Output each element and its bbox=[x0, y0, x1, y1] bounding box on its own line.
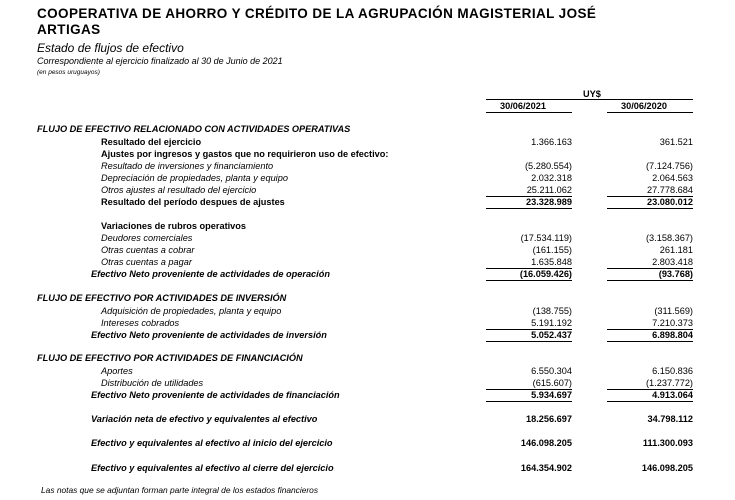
table-row bbox=[0, 317, 735, 329]
value-2021: 1.366.163 bbox=[531, 137, 572, 147]
value-2021: (16.059.426) bbox=[519, 269, 572, 279]
subtotal-row bbox=[0, 196, 735, 208]
column-header-2021: 30/06/2021 bbox=[500, 101, 546, 111]
value-2020: 361.521 bbox=[659, 137, 693, 147]
value-2021: (161.155) bbox=[532, 245, 572, 255]
value-2020: 4.913.064 bbox=[652, 390, 693, 400]
row-label: Distribución de utilidades bbox=[101, 378, 204, 388]
subtotal-underline-2021 bbox=[486, 208, 572, 209]
currency-note: (en pesos uruguayos) bbox=[37, 69, 100, 76]
summary-variation-row bbox=[0, 413, 735, 425]
row-label: Resultado del ejercicio bbox=[101, 137, 202, 147]
value-2021: (17.534.119) bbox=[520, 233, 572, 243]
table-row bbox=[0, 160, 735, 172]
row-label: Depreciación de propiedades, planta y equipo bbox=[101, 173, 288, 183]
net-underline-2020 bbox=[607, 401, 693, 402]
subsection-variations bbox=[0, 220, 735, 232]
report-period: Correspondiente al ejercicio finalizado al 30 de Junio de 2021 bbox=[37, 56, 283, 66]
row-label: Adquisición de propiedades, planta y equipo bbox=[101, 306, 282, 316]
section-title: FLUJO DE EFECTIVO POR ACTIVIDADES DE INVERSIÓN bbox=[37, 293, 287, 303]
value-2021: 23.328.989 bbox=[526, 197, 572, 207]
value-2021: 25.211.062 bbox=[526, 185, 572, 195]
table-row bbox=[0, 377, 735, 389]
section-financing bbox=[0, 352, 735, 364]
column-header-2020: 30/06/2020 bbox=[621, 101, 667, 111]
row-label: Otras cuentas a pagar bbox=[101, 257, 192, 267]
currency-rule bbox=[486, 99, 693, 100]
value-2021: 5.191.192 bbox=[531, 318, 572, 328]
net-underline-2020 bbox=[607, 341, 693, 342]
value-2020: 6.150.836 bbox=[652, 366, 693, 376]
net-total-row bbox=[0, 329, 735, 341]
row-label: Resultado del período despues de ajustes bbox=[101, 197, 285, 207]
table-row bbox=[0, 232, 735, 244]
table-row bbox=[0, 184, 735, 196]
value-2021: 164.354.902 bbox=[520, 463, 572, 473]
section-title: FLUJO DE EFECTIVO POR ACTIVIDADES DE FINANCIACIÓN bbox=[37, 353, 303, 363]
column-rule-2021 bbox=[486, 112, 572, 113]
value-2021: (615.607) bbox=[532, 378, 572, 388]
value-2021: (138.755) bbox=[532, 306, 572, 316]
report-subtitle: Estado de flujos de efectivo bbox=[37, 41, 184, 55]
value-2020: 146.098.205 bbox=[641, 463, 693, 473]
subsection-title: Ajustes por ingresos y gastos que no requirieron uso de efectivo: bbox=[101, 149, 389, 159]
value-2021: 5.052.437 bbox=[531, 330, 572, 340]
subsection-adjustments bbox=[0, 148, 735, 160]
section-operating bbox=[0, 123, 735, 135]
row-label: Resultado de inversiones y financiamiento bbox=[101, 161, 274, 171]
value-2020: 27.778.684 bbox=[647, 185, 693, 195]
row-label: Variación neta de efectivo y equivalentes al efectivo bbox=[91, 414, 318, 424]
value-2021: 6.550.304 bbox=[531, 366, 572, 376]
section-title: FLUJO DE EFECTIVO RELACIONADO CON ACTIVIDADES OPERATIVAS bbox=[37, 124, 351, 134]
value-2020: 23.080.012 bbox=[647, 197, 693, 207]
summary-opening-row bbox=[0, 437, 735, 449]
summary-closing-row bbox=[0, 462, 735, 474]
table-row bbox=[0, 172, 735, 184]
value-2020: 6.898.804 bbox=[652, 330, 693, 340]
section-investing bbox=[0, 292, 735, 304]
value-2020: (311.569) bbox=[654, 306, 693, 316]
value-2020: 261.181 bbox=[659, 245, 693, 255]
value-2020: (93.768) bbox=[658, 269, 693, 279]
value-2020: (1.237.772) bbox=[646, 378, 693, 388]
value-2020: 34.798.112 bbox=[647, 414, 693, 424]
footer-note: Las notas que se adjuntan forman parte integral de los estados financieros bbox=[41, 485, 319, 495]
value-2020: 2.064.563 bbox=[652, 173, 693, 183]
row-label: Efectivo Neto proveniente de actividades de operación bbox=[91, 269, 330, 279]
value-2021: 18.256.697 bbox=[526, 414, 572, 424]
value-2020: 111.300.093 bbox=[642, 438, 693, 448]
net-underline-2021 bbox=[486, 280, 572, 281]
value-2020: 7.210.373 bbox=[652, 318, 693, 328]
row-label: Efectivo Neto proveniente de actividades de inversión bbox=[91, 330, 327, 340]
value-2020: (7.124.756) bbox=[646, 161, 693, 171]
row-label: Efectivo Neto proveniente de actividades de financiación bbox=[91, 390, 340, 400]
subsection-title: Variaciones de rubros operativos bbox=[101, 221, 247, 231]
table-row bbox=[0, 256, 735, 268]
currency-header: UY$ bbox=[583, 89, 601, 99]
value-2020: 2.803.418 bbox=[652, 257, 693, 267]
row-label: Deudores comerciales bbox=[101, 233, 193, 243]
value-2021: 2.032.318 bbox=[531, 173, 572, 183]
table-row bbox=[0, 365, 735, 377]
row-label: Intereses cobrados bbox=[101, 318, 180, 328]
report-title-line2: ARTIGAS bbox=[37, 22, 101, 37]
net-total-row bbox=[0, 268, 735, 280]
column-rule-2020 bbox=[607, 112, 693, 113]
net-underline-2021 bbox=[486, 401, 572, 402]
value-2021: (5.280.554) bbox=[525, 161, 572, 171]
row-label: Otras cuentas a cobrar bbox=[101, 245, 195, 255]
net-total-row bbox=[0, 389, 735, 401]
row-label: Efectivo y equivalentes al efectivo al inicio del ejercicio bbox=[91, 438, 333, 448]
value-2021: 1.635.848 bbox=[531, 257, 572, 267]
table-row bbox=[0, 244, 735, 256]
row-label: Aportes bbox=[101, 366, 133, 376]
value-2020: (3.158.367) bbox=[646, 233, 693, 243]
subtotal-underline-2020 bbox=[607, 208, 693, 209]
row-label: Otros ajustes al resultado del ejercicio bbox=[101, 185, 257, 195]
table-row bbox=[0, 305, 735, 317]
report-title-line1: COOPERATIVA DE AHORRO Y CRÉDITO DE LA AGRUPACIÓN MAGISTERIAL JOSÉ bbox=[37, 6, 597, 21]
value-2021: 146.098.205 bbox=[520, 438, 572, 448]
row-label: Efectivo y equivalentes al efectivo al cierre del ejercicio bbox=[91, 463, 334, 473]
net-underline-2020 bbox=[607, 280, 693, 281]
value-2021: 5.934.697 bbox=[531, 390, 572, 400]
table-row bbox=[0, 136, 735, 148]
net-underline-2021 bbox=[486, 341, 572, 342]
